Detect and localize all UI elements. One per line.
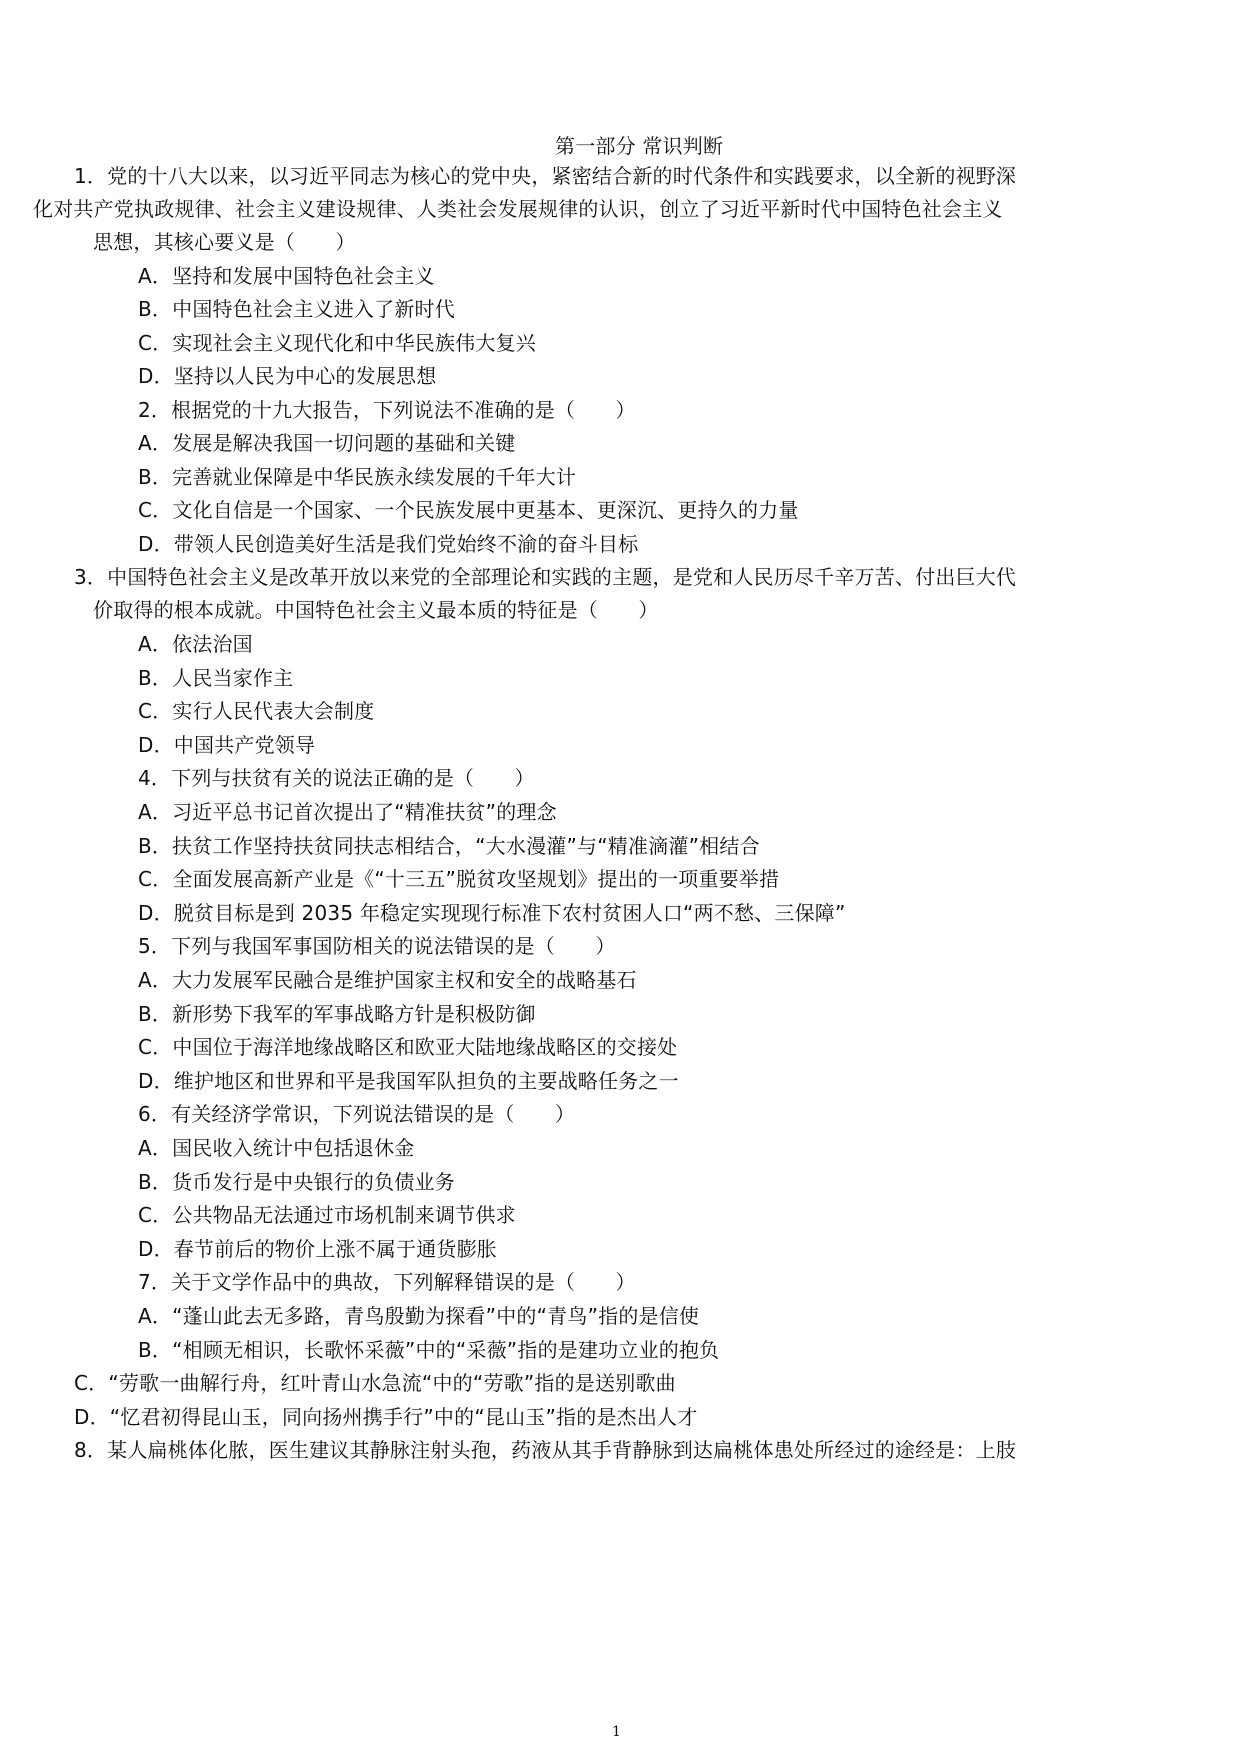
question-3-line-1: 3．中国特色社会主义是改革开放以来党的全部理论和实践的主题，是党和人民历尽千辛万苦、付出巨大代 (74, 565, 1017, 589)
question-7-option-a: A．“蓬山此去无多路，青鸟殷勤为探看”中的“青鸟”指的是信使 (138, 1304, 700, 1328)
question-4-option-a: A．习近平总书记首次提出了“精准扶贫”的理念 (138, 800, 557, 824)
question-4-option-b: B．扶贫工作坚持扶贫同扶志相结合，“大水漫灌”与“精准滴灌”相结合 (138, 834, 760, 858)
question-3-option-b: B．人民当家作主 (138, 666, 294, 690)
question-1-option-d: D．坚持以人民为中心的发展思想 (138, 364, 437, 388)
question-7-option-b: B．“相顾无相识，长歌怀采薇”中的“采薇”指的是建功立业的抱负 (138, 1338, 720, 1362)
question-5-stem: 5．下列与我国军事国防相关的说法错误的是（ ） (138, 934, 616, 958)
question-3-option-d: D．中国共产党领导 (138, 733, 316, 757)
question-2-option-a: A．发展是解决我国一切问题的基础和关键 (138, 431, 516, 455)
question-4-option-c: C．全面发展高新产业是《“十三五”脱贫攻坚规划》提出的一项重要举措 (138, 867, 780, 891)
section-title: 第一部分 常识判断 (555, 134, 724, 158)
question-1-option-c: C．实现社会主义现代化和中华民族伟大复兴 (138, 331, 536, 355)
question-4-option-d: D．脱贫目标是到 2035 年稳定实现现行标准下农村贫困人口“两不愁、三保障” (138, 901, 846, 925)
question-5-option-d: D．维护地区和世界和平是我国军队担负的主要战略任务之一 (138, 1069, 679, 1093)
question-1-line-3: 思想，其核心要义是（ ） (93, 230, 356, 254)
question-8-line-1: 8．某人扁桃体化脓，医生建议其静脉注射头孢，药液从其手背静脉到达扁桃体患处所经过的途经是：上肢 (74, 1438, 1017, 1462)
question-6-option-a: A．国民收入统计中包括退休金 (138, 1136, 415, 1160)
question-2-option-b: B．完善就业保障是中华民族永续发展的千年大计 (138, 465, 577, 489)
question-7-option-c: C．“劳歌一曲解行舟，红叶青山水急流“中的“劳歌”指的是送别歌曲 (74, 1371, 676, 1395)
question-7-option-d: D．“忆君初得昆山玉，同向扬州携手行”中的“昆山玉”指的是杰出人才 (74, 1405, 698, 1429)
page-number: 1 (612, 1724, 621, 1740)
question-1-line-1: 1．党的十八大以来，以习近平同志为核心的党中央，紧密结合新的时代条件和实践要求，以全新的视野深 (74, 164, 1017, 188)
question-1-line-2: 化对共产党执政规律、社会主义建设规律、人类社会发展规律的认识，创立了习近平新时代中国特色社会主义 (33, 197, 1003, 221)
question-3-option-a: A．依法治国 (138, 632, 253, 656)
question-6-stem: 6．有关经济学常识，下列说法错误的是（ ） (138, 1102, 576, 1126)
question-6-option-b: B．货币发行是中央银行的负债业务 (138, 1170, 455, 1194)
question-1-option-b: B．中国特色社会主义进入了新时代 (138, 297, 455, 321)
question-5-option-c: C．中国位于海洋地缘战略区和欧亚大陆地缘战略区的交接处 (138, 1035, 678, 1059)
question-7-stem: 7．关于文学作品中的典故，下列解释错误的是（ ） (138, 1270, 636, 1294)
question-6-option-c: C．公共物品无法通过市场机制来调节供求 (138, 1203, 516, 1227)
question-2-option-c: C．文化自信是一个国家、一个民族发展中更基本、更深沉、更持久的力量 (138, 498, 799, 522)
question-2-stem: 2．根据党的十九大报告，下列说法不准确的是（ ） (138, 398, 636, 422)
question-5-option-b: B．新形势下我军的军事战略方针是积极防御 (138, 1002, 536, 1026)
question-2-option-d: D．带领人民创造美好生活是我们党始终不渝的奋斗目标 (138, 532, 639, 556)
question-3-option-c: C．实行人民代表大会制度 (138, 699, 375, 723)
question-1-option-a: A．坚持和发展中国特色社会主义 (138, 264, 435, 288)
question-6-option-d: D．春节前后的物价上涨不属于通货膨胀 (138, 1237, 498, 1261)
question-3-line-2: 价取得的根本成就。中国特色社会主义最本质的特征是（ ） (93, 598, 659, 622)
question-4-stem: 4．下列与扶贫有关的说法正确的是（ ） (138, 766, 535, 790)
question-5-option-a: A．大力发展军民融合是维护国家主权和安全的战略基石 (138, 968, 637, 992)
